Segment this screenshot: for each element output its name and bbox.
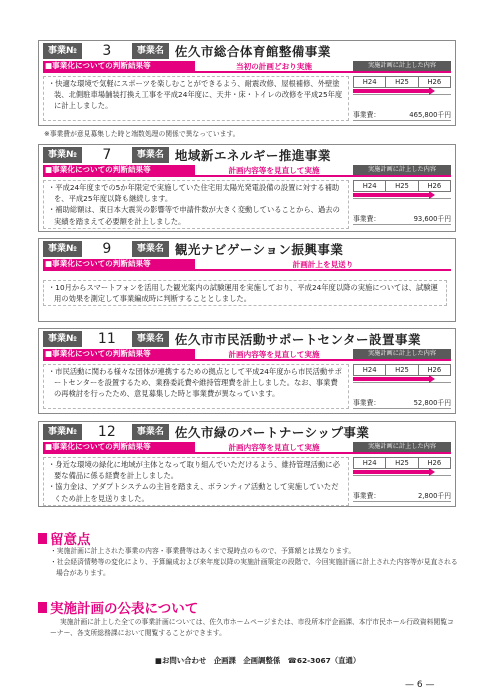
project-body	[39, 271, 455, 306]
judgement-label: ■事業化についての判断結果等	[43, 165, 195, 175]
description-line: ・快適な環境で気軽にスポーツを楽しむことができるよう、耐震改修、屋根補修、外壁塗装、北側駐車場舗装打換え工事を平成24年度に、天井・床・トイレの改修を平成25年度に計上しました。	[48, 79, 343, 111]
year-label: H25	[386, 458, 418, 468]
judgement-result: 計画内容等を見直して実施	[228, 442, 320, 452]
publish-section-title: 実施計画の公表について	[38, 597, 198, 617]
publish-section-text: 実施計画に計上した全ての事業計画については、佐久市ホームページまたは、市役所本庁企画課、本庁市民ホール行政資料閲覧コーナー、各支所総務課において閲覧することができます。	[50, 618, 454, 637]
plan-panel	[353, 180, 451, 229]
project-body	[39, 361, 455, 409]
project-name: 佐久市市民活動サポートセンター設置事業	[174, 332, 421, 347]
project-block	[38, 421, 456, 507]
judgement-row	[39, 442, 455, 452]
year-label: H24	[354, 181, 386, 191]
year-header	[353, 457, 451, 469]
page-number: — 6 —	[405, 680, 435, 690]
cost-row	[353, 109, 451, 121]
judgement-row	[39, 259, 455, 269]
project-description	[43, 364, 349, 409]
project-number: 7	[102, 147, 112, 163]
project-header	[39, 145, 455, 165]
project-no-label: 事業№	[43, 424, 82, 440]
description-line: ・協力金は、アダプトシステムの主旨を踏まえ、ボランティア活動として実施していただくため計上を見送りました。	[48, 482, 339, 503]
year-label: H25	[386, 77, 418, 87]
plan-panel	[353, 457, 451, 506]
description-line: ・平成24年度までの5か年限定で実施していた住宅用太陽光発電設備の設置に対する補助を、平成25年度以降も継続します。	[48, 183, 340, 204]
project-block	[38, 40, 456, 126]
plan-bar-track	[353, 192, 451, 199]
plan-header: 実施計画に計上した内容	[353, 349, 451, 359]
judgement-row	[39, 349, 455, 359]
judgement-result: 計画計上を見送り	[292, 259, 354, 269]
judgement-result: 計画内容等を見直して実施	[228, 165, 320, 175]
project-no-label: 事業№	[43, 147, 82, 163]
project-name-label: 事業名	[132, 424, 169, 440]
note-item: ・社会経済情勢等の変化により、予算編成および来年度以降の実施計画策定の段階で、今回実施計画に計上された内容等が見直される場合があります。	[50, 558, 458, 577]
plan-arrow-bar	[353, 193, 430, 197]
year-label: H24	[354, 458, 386, 468]
plan-bar-track	[353, 88, 451, 95]
year-header	[353, 76, 451, 88]
project-name: 佐久市総合体育館整備事業	[174, 44, 331, 59]
project-number: 9	[102, 241, 112, 257]
project-no-label: 事業№	[43, 43, 82, 59]
year-label: H25	[386, 365, 418, 375]
plan-panel	[353, 364, 451, 409]
project-description	[43, 180, 349, 229]
plan-panel	[353, 76, 451, 121]
judgement-row	[39, 61, 455, 71]
cost-row	[353, 490, 451, 502]
plan-header: 実施計画に計上した内容	[353, 442, 451, 452]
project-name-label: 事業名	[132, 43, 169, 59]
plan-arrow-bar	[353, 89, 430, 93]
project-block	[38, 144, 456, 232]
project-number: 11	[97, 331, 116, 347]
project-description	[43, 457, 349, 506]
cost-label: 事業費：	[353, 111, 381, 119]
year-label: H26	[427, 459, 442, 467]
project-body	[39, 454, 455, 506]
project-no-label: 事業№	[43, 241, 82, 257]
cost-label: 事業費：	[353, 215, 381, 223]
square-bullet-icon	[38, 533, 47, 544]
judgement-label: ■事業化についての判断結果等	[43, 61, 195, 71]
year-label: H26	[427, 366, 442, 374]
cost-row	[353, 213, 451, 225]
project-header	[39, 41, 455, 61]
project-block	[38, 328, 456, 414]
year-header	[353, 180, 451, 192]
project-header	[39, 422, 455, 442]
project-name: 地域新エネルギー推進事業	[174, 148, 331, 163]
project-number: 3	[102, 43, 112, 59]
judgement-result: 当初の計画どおり実施	[236, 61, 312, 71]
year-header	[353, 364, 451, 376]
year-label: H26	[427, 78, 442, 86]
plan-header: 実施計画に計上した内容	[353, 61, 451, 71]
plan-arrow-bar	[353, 470, 430, 474]
project-name: 佐久市緑のパートナーシップ事業	[174, 425, 370, 440]
description-line: ・身近な環境の緑化に地域が主体となって取り組んでいただけるよう、維持管理活動に必要な備品に係る経費を計上しました。	[48, 460, 340, 481]
description-line: ・補助総額は、東日本大震災の影響等で申請件数が大きく変動していることから、過去の実績を踏まえて必要額を計上しました。	[48, 205, 340, 226]
project-body	[39, 177, 455, 229]
plan-header: 実施計画に計上した内容	[353, 165, 451, 175]
project-body	[39, 73, 455, 121]
project-block	[38, 238, 456, 322]
notes-section-text	[50, 546, 460, 579]
description-line: ・10月からスマートフォンを活用した観光案内の試験運用を実施しており、平成24年度以降の実施については、試験運用の効果を測定して事業編成時に判断することとしました。	[48, 283, 438, 304]
judgement-row	[39, 165, 455, 175]
project-description	[43, 76, 349, 121]
project-name-label: 事業名	[132, 147, 169, 163]
cost-value: 465,800千円	[409, 111, 451, 119]
project-description	[43, 280, 447, 306]
cost-label: 事業費：	[353, 399, 381, 407]
notes-section-title: 留意点	[38, 528, 91, 548]
project-header	[39, 239, 455, 259]
cost-row	[353, 397, 451, 409]
project-name-label: 事業名	[132, 241, 169, 257]
year-label: H25	[386, 181, 418, 191]
plan-arrow-bar	[353, 377, 430, 381]
contact-info: ■お問い合わせ 企画課 企画調整係 ☎62-3067（直通）	[155, 656, 361, 665]
project-name: 観光ナビゲーション振興事業	[174, 242, 344, 257]
judgement-label: ■事業化についての判断結果等	[43, 442, 195, 452]
judgement-label: ■事業化についての判断結果等	[43, 349, 195, 359]
description-line: ・市民活動に関わる様々な団体が連携するための拠点として平成24年度から市民活動サポートセンターを設置するため、業務委託費や維持管理費を計上しました。なお、事業費の再検討を行ったため、意見募集した時と事業費が異なっています。	[48, 367, 342, 399]
cost-label: 事業費：	[353, 492, 381, 500]
project-no-label: 事業№	[43, 331, 82, 347]
cost-value: 2,800千円	[417, 492, 451, 500]
judgement-label: ■事業化についての判断結果等	[43, 259, 195, 269]
year-label: H24	[354, 77, 386, 87]
project-number: 12	[97, 424, 116, 440]
cost-value: 52,800千円	[413, 399, 451, 407]
judgement-result: 計画内容等を見直して実施	[228, 349, 320, 359]
year-label: H26	[427, 182, 442, 190]
year-label: H24	[354, 365, 386, 375]
plan-bar-track	[353, 376, 451, 383]
project-header	[39, 329, 455, 349]
note-item: ・実施計画に計上された事業の内容・事業費等はあくまで現時点のもので、予算額とは異なります。	[50, 547, 356, 555]
square-bullet-icon	[38, 602, 47, 613]
project-name-label: 事業名	[132, 331, 169, 347]
cost-value: 93,600千円	[413, 215, 451, 223]
plan-bar-track	[353, 469, 451, 476]
cost-note: ※事業費が意見募集した時と端数処理の関係で異なっています。	[44, 130, 240, 138]
